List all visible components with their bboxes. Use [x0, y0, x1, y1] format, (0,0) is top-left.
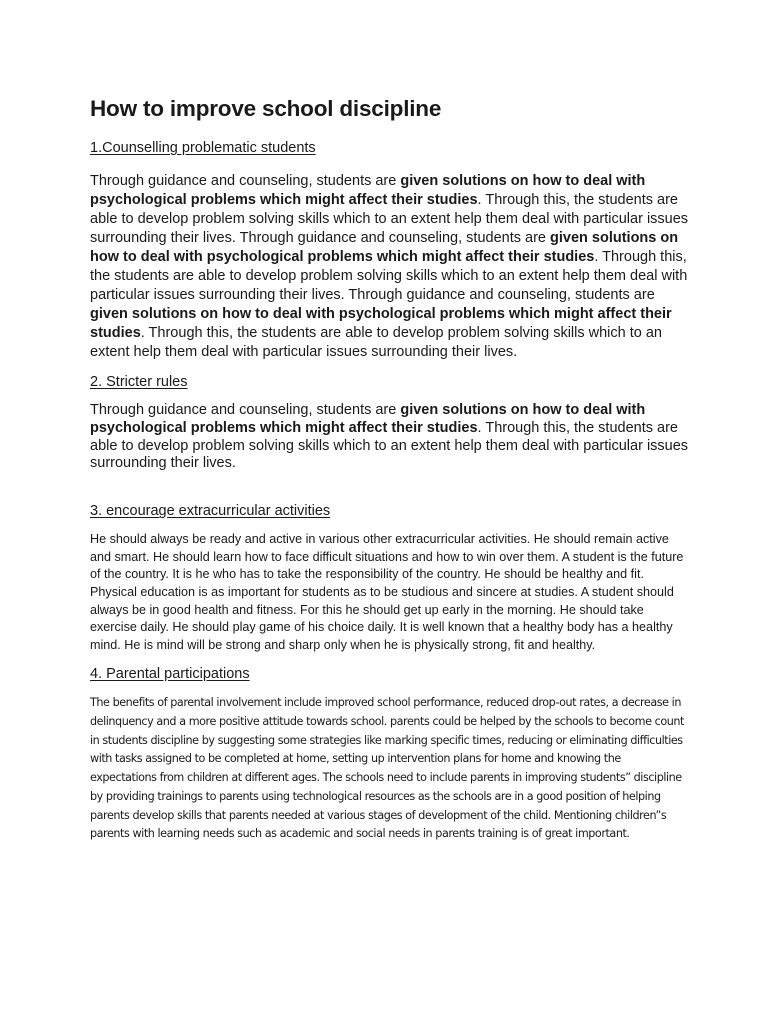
section-1-paragraph	[90, 172, 690, 362]
bold-text-run: given solutions on how to deal with psychological problems which might affect their studies	[90, 402, 646, 436]
text-run: . Through this, the students are able to develop problem solving skills which to an extent help them deal with particular issues surrounding their lives.	[90, 419, 689, 472]
text-run: Through guidance and counseling, students are	[90, 402, 401, 418]
section-1-heading: 1.Counselling problematic students	[90, 140, 316, 156]
section-3-paragraph	[90, 531, 690, 654]
section-3-heading: 3. encourage extracurricular activities	[90, 503, 331, 520]
bold-text-run: given solutions on how to deal with psychological problems which might affect their studies	[90, 230, 679, 265]
document-page	[90, 94, 690, 844]
text-run: He should always be ready and active in various other extracurricular activities. He should remain active and smart. He should learn how to face difficult situations and how to win over them. A student is the future of the country. It is he who has to take the responsibility of the country. He should be healthy and fit. Physical education is as important for students as to be studious and sincere at studies. A student should always be in good health and fitness. For this he should get up early in the morning. He should take exercise daily. He should play game of his choice daily. It is well known that a healthy body has a healthy mind. He is mind will be strong and sharp only when he is physically strong, fit and healthy.	[90, 532, 684, 652]
text-run: The benefits of parental involvement include improved school performance, reduced drop-out rates, a decrease in delinquency and a more positive attitude towards school. parents could be helped by the schools to become count in students discipline by suggesting some strategies like marking specific times, reducing or eliminating difficulties with tasks assigned to be completed at home, setting up intervention plans for home and knowing the expectations from children at different ages. The schools need to include parents in improving students” discipline by providing trainings to parents using technological resources as the schools are in a good position of helping parents develop skills that parents needed at various stages of development of the child. Mentioning children”s parents with learning needs such as academic and social needs in parents training is of great important.	[90, 696, 684, 841]
section-2-paragraph	[90, 402, 690, 473]
section-4-heading: 4. Parental participations	[90, 666, 250, 683]
bold-text-run: given solutions on how to deal with psychological problems which might affect their studies	[90, 173, 646, 208]
bold-text-run: given solutions on how to deal with psychological problems which might affect their studies	[90, 306, 672, 341]
text-run: . Through this, the students are able to develop problem solving skills which to an extent help them deal with particular issues surrounding their lives. Through guidance and counseling, students are	[90, 249, 688, 303]
text-run: . Through this, the students are able to develop problem solving skills which to an extent help them deal with particular issues surrounding their lives.	[90, 325, 662, 360]
section-2-heading: 2. Stricter rules	[90, 374, 188, 390]
section-4-paragraph	[90, 694, 690, 844]
text-run: Through guidance and counseling, students are	[90, 173, 401, 189]
text-run: . Through this, the students are able to develop problem solving skills which to an extent help them deal with particular issues surrounding their lives. Through guidance and counseling, students are	[90, 192, 689, 246]
document-title: How to improve school discipline	[90, 96, 442, 121]
